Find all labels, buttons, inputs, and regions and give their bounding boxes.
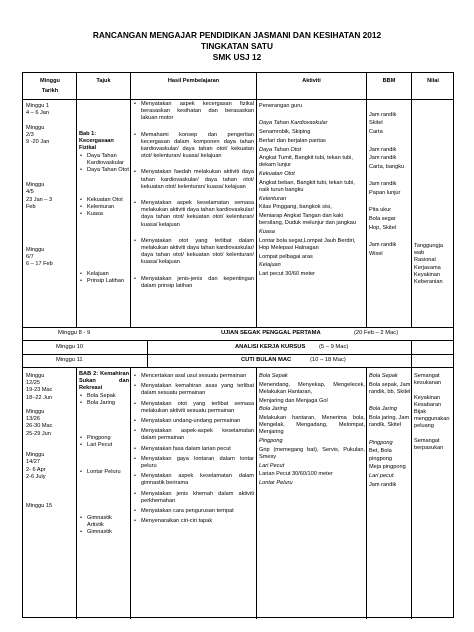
nilai-line: Tanggungja wab <box>414 243 443 257</box>
minggu-line <box>26 438 75 445</box>
hasil-item: • Menyatakan faedah melakukan aktiviti daya tahan kardiovaskular/ daya tahan otot/ kekuatan otot/ kelenturan/ kuasa/ kelajuan <box>133 169 254 191</box>
minggu-line: 26-30 Mac <box>26 423 53 430</box>
minggu-line: Minggu 15 <box>26 502 53 509</box>
block1-tajuk-list-1 <box>79 153 129 175</box>
nilai-line: Keyakinan <box>414 271 441 278</box>
hasil-item: • Menyatakan cara pengurusan tempat <box>133 508 254 515</box>
bbm-line: Jam randik <box>369 181 397 188</box>
nilai-line: Semangat kesukanan <box>414 373 442 387</box>
tajuk-item: • Kelenturan <box>79 204 129 211</box>
tajuk-item: • Daya Tahan Kardiovaskular <box>79 153 129 167</box>
header-nilai: Nilai <box>427 78 439 84</box>
minggu-line: Minggu <box>26 373 45 379</box>
block1-hasil-list <box>133 101 254 290</box>
minggu-line: Minggu <box>26 452 45 459</box>
block1-hasil <box>133 101 254 299</box>
aktiviti-line: Kuasa <box>259 229 275 236</box>
block1-bbm <box>369 103 411 260</box>
aktiviti-line: Daya Tahan Kardiovaskular <box>259 120 328 127</box>
minggu-line: 14/27 <box>26 459 40 466</box>
block2-hasil-list <box>133 373 254 525</box>
minggu-line <box>26 445 75 452</box>
hasil-item: • Menyenaraikan ciri-ciri tapak <box>133 518 254 525</box>
doc-title-line-2: TINGKATAN SATU <box>201 41 273 51</box>
block2-aktiviti <box>259 373 365 489</box>
tajuk-item: • Lontar Peluru <box>79 469 129 476</box>
minggu-line: 19-23 Mac <box>26 387 53 394</box>
minggu-line: 23 Jan – 3 <box>26 196 53 203</box>
lesson-plan-table <box>22 72 454 618</box>
bbm-line: Bola jaring, Jam randik, Skitel <box>369 415 410 429</box>
tajuk-item: • Kuasa <box>79 211 129 218</box>
tajuk-item: • Lari Pecut <box>79 442 129 449</box>
block1-tajuk-group3 <box>79 271 129 285</box>
nilai-line: Keyakinan <box>414 394 441 401</box>
nilai-line: Rasional <box>414 257 436 264</box>
minggu-line <box>26 168 75 175</box>
bbm-line: Meja pingpong <box>369 464 406 471</box>
doc-title-line-3: SMK USJ 12 <box>212 52 262 62</box>
aktiviti-line: Penerangan guru <box>259 103 303 109</box>
tajuk-item: • Daya Tahan Otot <box>79 167 129 174</box>
nilai-line: Kerjasama <box>414 264 441 271</box>
block2-tajuk <box>79 371 129 407</box>
nilai-line: Semangat berpasukan <box>414 437 444 452</box>
aktiviti-line: Lompat pelbagai aras <box>259 253 313 260</box>
bbm-line: Carta <box>369 129 383 136</box>
hasil-item: • Memahami konsep dan pengertian kecergasan dalam komponen daya tahan kardiovaskular/ daya tahan otot/ kekuatan otot/ kelenturan/ kuasa/ kelajuan <box>133 132 254 161</box>
aktiviti-line: Lontar Peluru <box>259 480 293 487</box>
minggu-line: 12/25 <box>26 380 40 387</box>
aktiviti-line: Senamrobik, Skiping <box>259 129 311 136</box>
hasil-item: • Menyatakan undang-undang permainan <box>133 418 254 425</box>
tajuk-item: • Bola Jaring <box>79 400 129 407</box>
special-row-2-title: ANALISI KERJA KURSUS <box>235 344 306 350</box>
minggu-line: 18–22 Jun <box>26 394 53 401</box>
hasil-item: • Menyatakan otot yang terlibat semasa melakukan aktiviti sesuatu permainan <box>133 401 254 415</box>
special-row-3-minggu: Minggu 11 <box>56 357 83 363</box>
aktiviti-line: Angkat beban, Bangkit tubi, tekan tubi, naik turun bangku <box>259 179 355 194</box>
header-minggu: Minggu <box>40 78 60 84</box>
block2-tajuk-group3 <box>79 469 129 476</box>
minggu-line <box>26 175 75 182</box>
aktiviti-line: Bola Sepak <box>259 373 288 379</box>
minggu-line: 2/3 <box>26 131 34 138</box>
hasil-item: • Menyatakan otot yang terlibat dalam melakukan aktiviti daya tahan kardiovaskular/ daya tahan otot/ kekuatan otot/ kelenturan/ kuasa/ kelajuan <box>133 238 254 267</box>
minggu-line <box>26 240 75 247</box>
minggu-line: Minggu 1 <box>26 103 50 109</box>
aktiviti-line: Lari pecut 30/60 meter <box>259 271 315 278</box>
tajuk-item: • Kekuatan Otot <box>79 197 129 204</box>
tajuk-item: • Pingpong <box>79 435 129 442</box>
minggu-line <box>26 481 75 488</box>
bbm-line: Lari pecut <box>369 472 394 479</box>
minggu-line: 9 -20 Jan <box>26 139 50 146</box>
bbm-line <box>369 398 411 405</box>
header-bbm: BBM <box>382 78 396 84</box>
minggu-line <box>26 495 75 502</box>
bbm-line: Bola Sepak <box>369 373 398 379</box>
aktiviti-line: Larian Pecut 30/60/100 meter <box>259 471 333 478</box>
minggu-line: 6 – 17 Feb <box>26 261 53 268</box>
special-row-1-minggu: Minggu 8 - 9 <box>58 330 91 336</box>
minggu-line: Feb <box>26 203 36 210</box>
minggu-line <box>26 225 75 232</box>
header-tarikh: Tarikh <box>41 88 59 94</box>
header-aktiviti: Aktiviti <box>302 78 321 84</box>
bbm-line <box>369 431 411 438</box>
block1-tajuk-group2 <box>79 197 129 219</box>
bbm-line: Skitel <box>369 120 383 127</box>
bbm-line: Jam randik <box>369 242 397 249</box>
block2-tajuk-group2 <box>79 435 129 449</box>
tajuk-item: • Kelajuan <box>79 271 129 278</box>
minggu-line <box>26 233 75 240</box>
aktiviti-line: Daya Tahan Otot <box>259 146 302 153</box>
special-row-1-title: UJIAN SEGAK PENGGAL PERTAMA <box>221 330 321 336</box>
block2-tajuk-list-2 <box>79 435 129 449</box>
special-row-2-date: (5 – 9 Mac) <box>319 344 349 350</box>
aktiviti-line <box>259 112 365 119</box>
minggu-line: Minggu <box>26 247 45 254</box>
bbm-line: Bola Jaring <box>369 406 397 413</box>
tajuk-item: • Gimnastik Artistik <box>79 515 129 529</box>
minggu-line <box>26 117 75 124</box>
block2-tajuk-list-1 <box>79 393 129 407</box>
nilai-line: Keberanian <box>414 279 443 286</box>
block1-tajuk <box>79 131 129 174</box>
nilai-line: Bijak <box>414 409 427 416</box>
aktiviti-line: Kilas Pinggang, bangkok sisi, <box>259 204 332 211</box>
aktiviti-line: Menjaring dan Menjaga Gol <box>259 397 328 404</box>
tajuk-item: • Bola Sepak <box>79 393 129 400</box>
minggu-line <box>26 402 75 409</box>
block1-aktiviti <box>259 103 365 280</box>
bbm-line <box>369 234 411 241</box>
minggu-line: 4/5 <box>26 189 34 196</box>
aktiviti-line: Lontar bola segar,Lompat Jauh Berdiri, Hop Melepasi Halnagan <box>259 237 356 251</box>
aktiviti-line: Kelajuan <box>259 262 281 269</box>
aktiviti-line: Melakukan hantaran, Menerima bola, Mengelak, Mengadang, Melompat, Menjaring <box>259 415 365 436</box>
hasil-item: • Menyatakan aspek-aspek keselamatan dalam permainan <box>133 428 254 442</box>
minggu-line: 6/7 <box>26 254 34 261</box>
bbm-line: Bola sepak, Jam randik, bb, Skitel <box>369 381 411 395</box>
block2-tajuk-list-4 <box>79 515 129 537</box>
bbm-line: Bet, Bola pingpong <box>369 448 393 462</box>
minggu-line <box>26 488 75 495</box>
hasil-item: • Menyatakan jenis khemah dalam aktiviti perkhemahan <box>133 491 254 505</box>
hasil-item: • Menyatakan aspek kecergasan fizikal berasaskan kesihatan dan berasaskan lakuan motor <box>133 101 254 123</box>
hasil-item: • Menyatakan jenis-jenis dan kepentingan dalam prinsip latihan <box>133 276 254 290</box>
minggu-line: 2-6 July <box>26 473 46 480</box>
minggu-line: 2- 6 Apr <box>26 466 46 473</box>
bbm-line: Jam randik <box>369 111 397 118</box>
minggu-line <box>26 153 75 160</box>
bbm-line <box>369 103 411 110</box>
block1-tajuk-title: Bab 1: Kecergasaan Fizikal <box>79 131 114 152</box>
header-hasil: Hasil Pembelajaran <box>167 78 220 84</box>
minggu-line <box>26 218 75 225</box>
hasil-item: • Menyatakan aspek keselamatan dalam gimnastik berirama <box>133 473 254 487</box>
header-tajuk: Tajuk <box>96 78 111 84</box>
bbm-line: Wisel <box>369 250 383 257</box>
bbm-line: Jam randik <box>369 155 397 162</box>
aktiviti-line: Berlari dan berjalan pantas <box>259 137 326 144</box>
block2-minggu <box>26 373 75 510</box>
special-row-2-minggu: Minggu 10 <box>56 344 84 350</box>
nilai-line <box>414 431 454 438</box>
bbm-line <box>369 199 411 206</box>
aktiviti-line: Angkat Tumit, Bangkit tubi, tekan tubi, dekam lunjur <box>259 155 353 169</box>
minggu-line: Minggu <box>26 182 45 189</box>
block2-bbm <box>369 373 411 490</box>
nilai-line <box>414 387 454 394</box>
minggu-line <box>26 146 75 153</box>
block2-tajuk-list-3 <box>79 469 129 476</box>
minggu-line <box>26 161 75 168</box>
block2-nilai <box>414 373 454 452</box>
block2-tajuk-title: BAB 2: Kemahiran Sukan dan Rekreasi <box>79 371 129 392</box>
bbm-line: Papan lunjur <box>369 190 401 197</box>
hasil-item: • Menyatakan aspek keselamatan semasa melakukan aktiviti daya tahan kardiovaskular/ daya tahan otot/ kekuatan otot/ kelenturan/ kuasa/ kelajuan <box>133 200 254 229</box>
bbm-line: Bola segar <box>369 216 396 223</box>
aktiviti-line: Bola Jaring <box>259 406 287 413</box>
aktiviti-line: Pingpong <box>259 438 283 445</box>
block2-tajuk-group4 <box>79 515 129 537</box>
minggu-line: Minggu <box>26 409 45 416</box>
block1-tajuk-list-2 <box>79 197 129 219</box>
bbm-line: Jam randik <box>369 146 397 153</box>
block1-nilai <box>414 243 454 286</box>
hasil-item: • Menyatakan gaya lontaran dalam lontar peluru <box>133 456 254 470</box>
bbm-line: Pita ukur <box>369 207 392 214</box>
special-row-3-title: CUTI BULAN MAC <box>241 357 292 363</box>
aktiviti-line: Lari Pecut <box>259 462 285 469</box>
hasil-item: • Menyatakan fasa dalam larian pecut <box>133 446 254 453</box>
nilai-line: Kesabaran <box>414 401 442 408</box>
doc-title-line-1: RANCANGAN MENGAJAR PENDIDIKAN JASMANI DAN KESIHATAN 2012 <box>92 30 382 40</box>
bbm-line: Carta, bangku <box>369 163 405 170</box>
minggu-line <box>26 211 75 218</box>
block1-minggu <box>26 103 75 269</box>
bbm-line: Pingpong <box>369 439 393 446</box>
tajuk-item: • Gimnastik <box>79 529 129 536</box>
nilai-line: menggunakan peluang <box>414 416 450 430</box>
minggu-line: Minggu <box>26 124 45 131</box>
bbm-line <box>369 173 411 180</box>
bbm-line <box>369 138 411 145</box>
hasil-item: • Menyatakan kemahiran asas yang terlibat dalam sesuatu permainan <box>133 383 254 397</box>
aktiviti-line: Menendang, Menyekap, Mengelecek, Melakukan Hantaran, <box>259 381 365 395</box>
bbm-line: Hop, Skitel <box>369 224 397 231</box>
aktiviti-line: Kekuatan Otot <box>259 171 295 178</box>
special-row-1-date: (20 Feb – 2 Mac) <box>354 330 399 336</box>
tajuk-item: • Prinsip Latihan <box>79 278 129 285</box>
aktiviti-line: Grip (memegang bat), Servis, Pukulan, Smesy <box>259 446 365 461</box>
bbm-line: Jam randik <box>369 481 397 488</box>
minggu-line: 4 – 6 Jan <box>26 110 50 117</box>
special-row-3-date: (10 – 18 Mac) <box>310 357 346 363</box>
block2-hasil <box>133 373 254 528</box>
aktiviti-line: Meniarap Angkat Tangan dan kaki bersilang, Duduk melunjur dan jangkau <box>259 213 357 227</box>
hasil-item: • Mencertakan asal usul sesuatu permainan <box>133 373 254 380</box>
minggu-line: 13/26 <box>26 416 40 423</box>
aktiviti-line: Kelenturan <box>259 195 287 202</box>
block1-tajuk-list-3 <box>79 271 129 285</box>
minggu-line: 25-29 Jun <box>26 430 51 437</box>
